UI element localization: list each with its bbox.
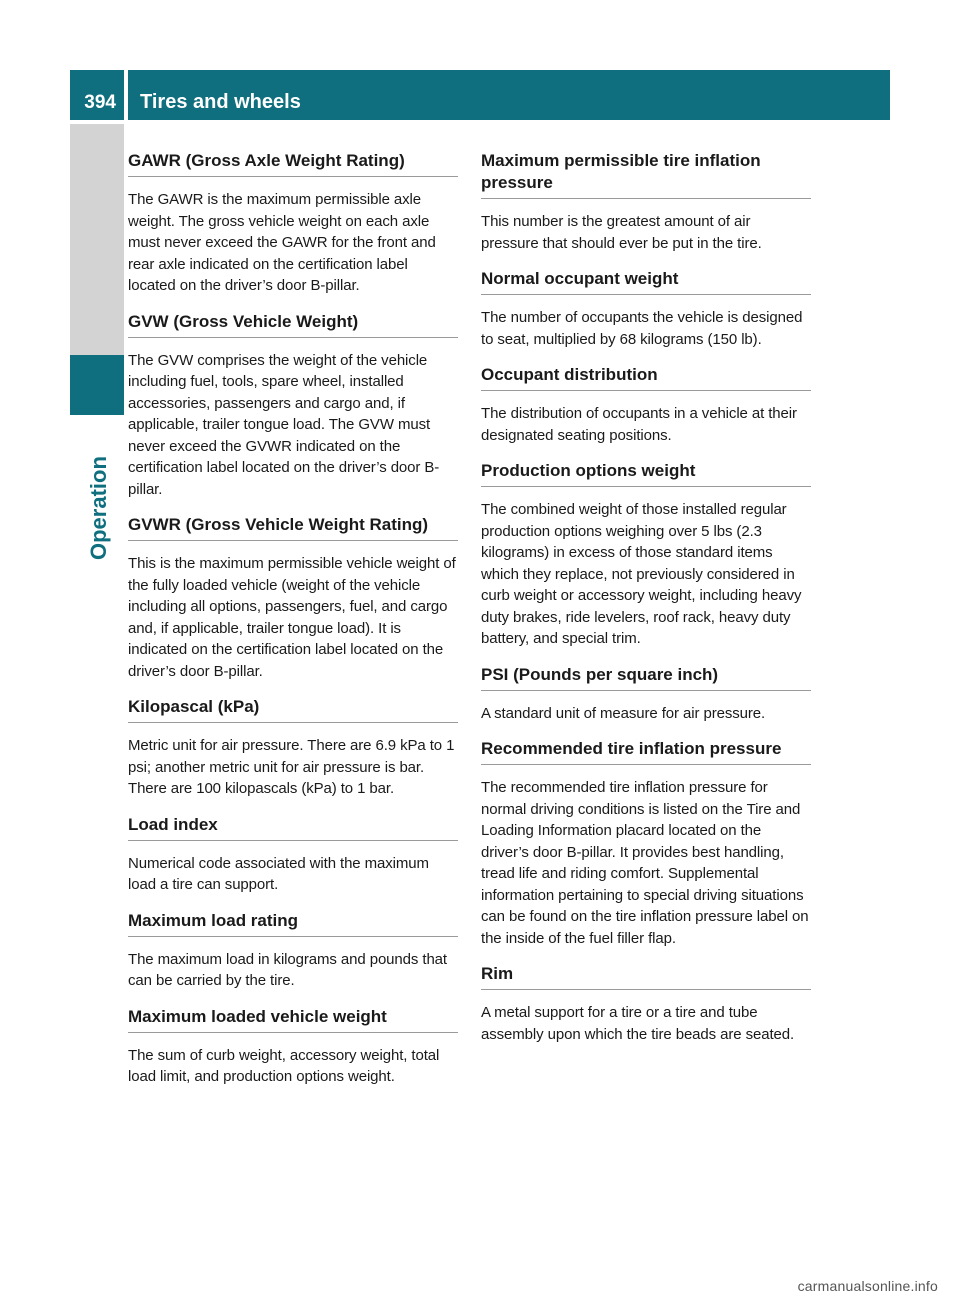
glossary-definition: The number of occupants the vehicle is designed to seat, multiplied by 68 kilograms (150 lb). (481, 309, 803, 348)
glossary-entry (481, 268, 811, 350)
glossary-definition: The GAWR is the maximum permissible axle weight. The gross vehicle weight on each axle must never exceed the GAWR for the front and rear axle indicated on the certification label located on the driver’s door B-pillar. (128, 191, 436, 294)
glossary-entry (481, 664, 811, 725)
glossary-term: Load index (128, 814, 458, 841)
glossary-definition: A metal support for a tire or a tire and tube assembly upon which the tire beads are seated. (481, 1004, 795, 1043)
section-header (128, 70, 890, 120)
glossary-entry (481, 963, 811, 1045)
glossary-definition: A standard unit of measure for air pressure. (481, 704, 766, 722)
glossary-entry (128, 150, 458, 297)
glossary-definition: Numerical code associated with the maximum load a tire can support. (128, 854, 429, 893)
chapter-label: Operation (86, 456, 111, 560)
left-column (128, 150, 458, 1102)
glossary-term: Maximum loaded vehicle weight (128, 1006, 458, 1033)
glossary-definition: The distribution of occupants in a vehicle at their designated seating positions. (481, 405, 797, 444)
glossary-term: GAWR (Gross Axle Weight Rating) (128, 150, 458, 177)
glossary-term: Production options weight (481, 460, 811, 487)
right-column (481, 150, 811, 1059)
glossary-definition: The sum of curb weight, accessory weight, total load limit, and production options weight. (128, 1046, 440, 1085)
glossary-term: Maximum permissible tire inflation pressure (481, 150, 811, 199)
glossary-term: Maximum load rating (128, 910, 458, 937)
glossary-entry (128, 1006, 458, 1088)
section-title: Tires and wheels (140, 91, 301, 113)
glossary-term: GVWR (Gross Vehicle Weight Rating) (128, 514, 458, 541)
watermark: carmanualsonline.info (797, 1278, 938, 1294)
glossary-term: Kilopascal (kPa) (128, 696, 458, 723)
page-number-box (70, 70, 124, 120)
glossary-term: Normal occupant weight (481, 268, 811, 295)
glossary-entry (128, 696, 458, 800)
glossary-entry (481, 460, 811, 650)
glossary-entry (481, 364, 811, 446)
glossary-term: GVW (Gross Vehicle Weight) (128, 311, 458, 338)
glossary-definition: The maximum load in kilograms and pounds that can be carried by the tire. (128, 950, 447, 989)
glossary-term: Recommended tire inflation pressure (481, 738, 811, 765)
glossary-term: Occupant distribution (481, 364, 811, 391)
glossary-definition: The GVW comprises the weight of the vehicle including fuel, tools, spare wheel, installed accessories, passengers and cargo and, if applicable, trailer tongue load. The GVW must never exceed the GVWR indicated on the certification label located on the driver’s door B-pillar. (128, 351, 440, 498)
glossary-entry (128, 311, 458, 501)
glossary-definition: The recommended tire inflation pressure for normal driving conditions is listed on the Tire and Loading Information placard located on the driver’s door B-pillar. It provides best handling, tread life and riding comfort. Supplemental information pertaining to special driving situations can be found on the tire inflation pressure label on the inside of the fuel filler flap. (481, 779, 809, 947)
glossary-entry (128, 910, 458, 992)
glossary-definition: The combined weight of those installed regular production options weighing over 5 lbs (2.3 kilograms) in excess of those standard items which they replace, not previously considered in curb weight or accessory weight, including heavy duty brakes, ride levelers, roof rack, heavy duty battery, and special trim. (481, 501, 802, 647)
glossary-term: PSI (Pounds per square inch) (481, 664, 811, 691)
side-tab-marker (70, 355, 124, 415)
glossary-entry (481, 738, 811, 949)
page-number: 394 (84, 92, 116, 113)
glossary-entry (481, 150, 811, 254)
glossary-entry (128, 514, 458, 682)
glossary-term: Rim (481, 963, 811, 990)
glossary-definition: This is the maximum permissible vehicle weight of the fully loaded vehicle (weight of the vehicle including all options, passengers, fuel, and cargo and, if applicable, trailer tongue load). It is indicated on the certification label located on the driver’s door B-pillar. (128, 555, 456, 680)
glossary-definition: This number is the greatest amount of air pressure that should ever be put in the tire. (481, 213, 762, 252)
glossary-entry (128, 814, 458, 896)
glossary-definition: Metric unit for air pressure. There are 6.9 kPa to 1 psi; another metric unit for air pressure is bar. There are 100 kilopascals (kPa) to 1 bar. (128, 737, 455, 797)
